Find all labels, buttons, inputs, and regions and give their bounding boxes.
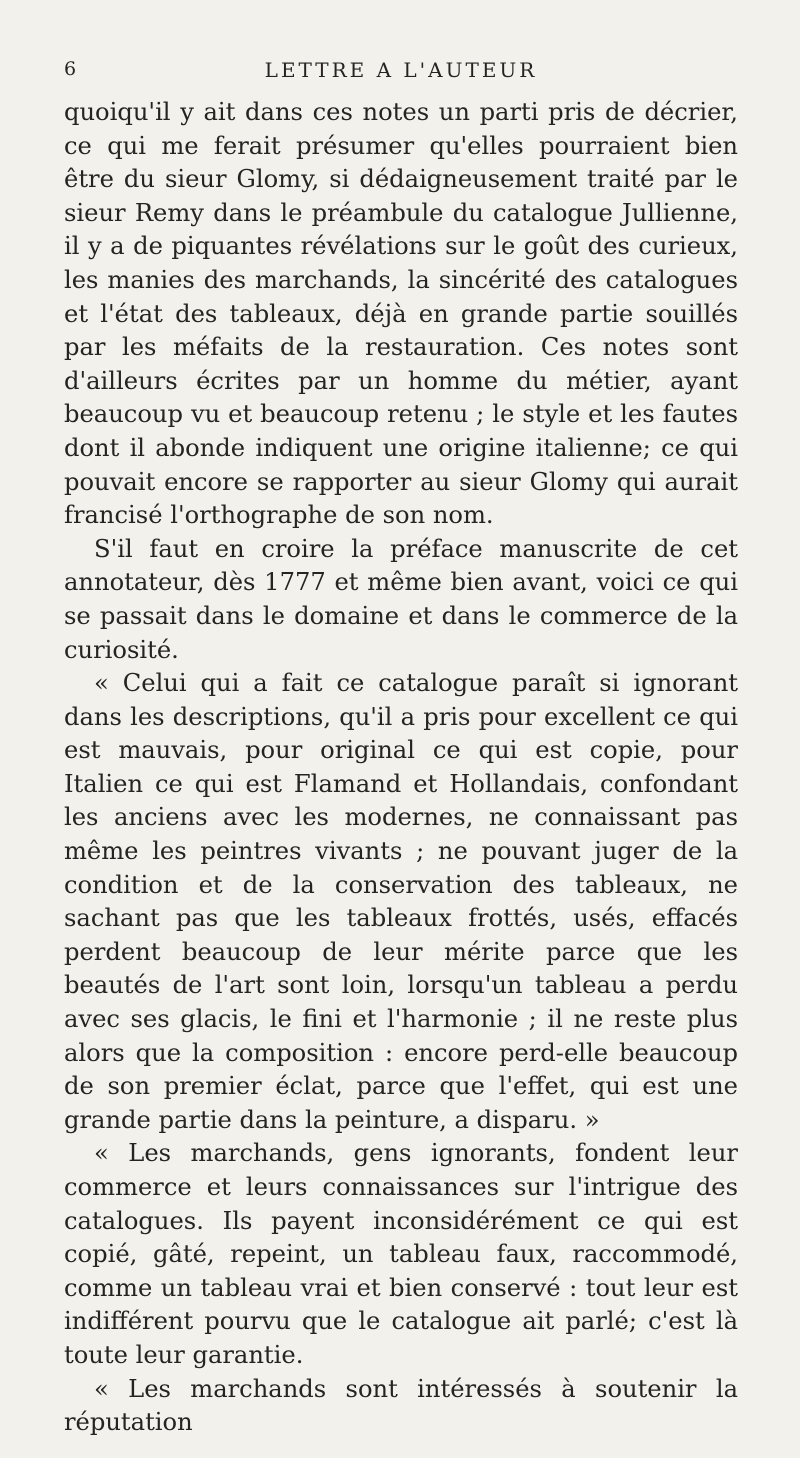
page-number: 6 [64, 58, 77, 80]
paragraph-quote-reputation: « Les marchands sont intéressés à soutenir la réputation [64, 1374, 738, 1437]
body-text [64, 96, 738, 1440]
running-head [64, 58, 738, 90]
paragraph-quote-merchants: « Les marchands, gens ignorants, fondent leur commerce et leurs connaissances sur l'intrigue des catalogues. Ils payent inconsidérément ce qui est copié, gâté, repeint, un tableau faux, raccommodé, comme un tableau vrai et bien conservé : tout leur est indifférent pourvu que le catalogue ait parlé; c'est là toute leur garantie. [64, 1139, 738, 1369]
paragraph-quote-catalogue: « Celui qui a fait ce catalogue paraît si ignorant dans les descriptions, qu'il a pris pour excellent ce qui est mauvais, pour original ce qui est copie, pour Italien ce qui est Flamand et Hollandais, confondant les anciens avec les modernes, ne connaissant pas même les peintres vivants ; ne pouvant juger de la condition et de la conservation des tableaux, ne sachant pas que les tableaux frottés, usés, effacés perdent beaucoup de leur mérite parce que les beautés de l'art sont loin, lorsqu'un tableau a perdu avec ses glacis, le fini et l'harmonie ; il ne reste plus alors que la composition : encore perd-elle beaucoup de son premier éclat, parce que l'effet, qui est une grande partie dans la peinture, a disparu. » [64, 669, 738, 1134]
header-title: LETTRE A L'AUTEUR [264, 58, 538, 82]
paragraph-preface: S'il faut en croire la préface manuscrite de cet annotateur, dès 1777 et même bien avant, voici ce qui se passait dans le domaine et dans le commerce de la curiosité. [64, 534, 738, 664]
paragraph-continuation: quoiqu'il y ait dans ces notes un parti pris de décrier, ce qui me ferait présumer qu'elles pourraient bien être du sieur Glomy, si dédaigneusement traité par le sieur Remy dans le préambule du catalogue Jullienne, il y a de piquantes révélations sur le goût des curieux, les manies des marchands, la sincérité des catalogues et l'état des tableaux, déjà en grande partie souillés par les méfaits de la restauration. Ces notes sont d'ailleurs écrites par un homme du métier, ayant beaucoup vu et beaucoup retenu ; le style et les fautes dont il abonde indiquent une origine italienne; ce qui pouvait encore se rapporter au sieur Glomy qui aurait francisé l'orthographe de son nom. [64, 98, 738, 530]
